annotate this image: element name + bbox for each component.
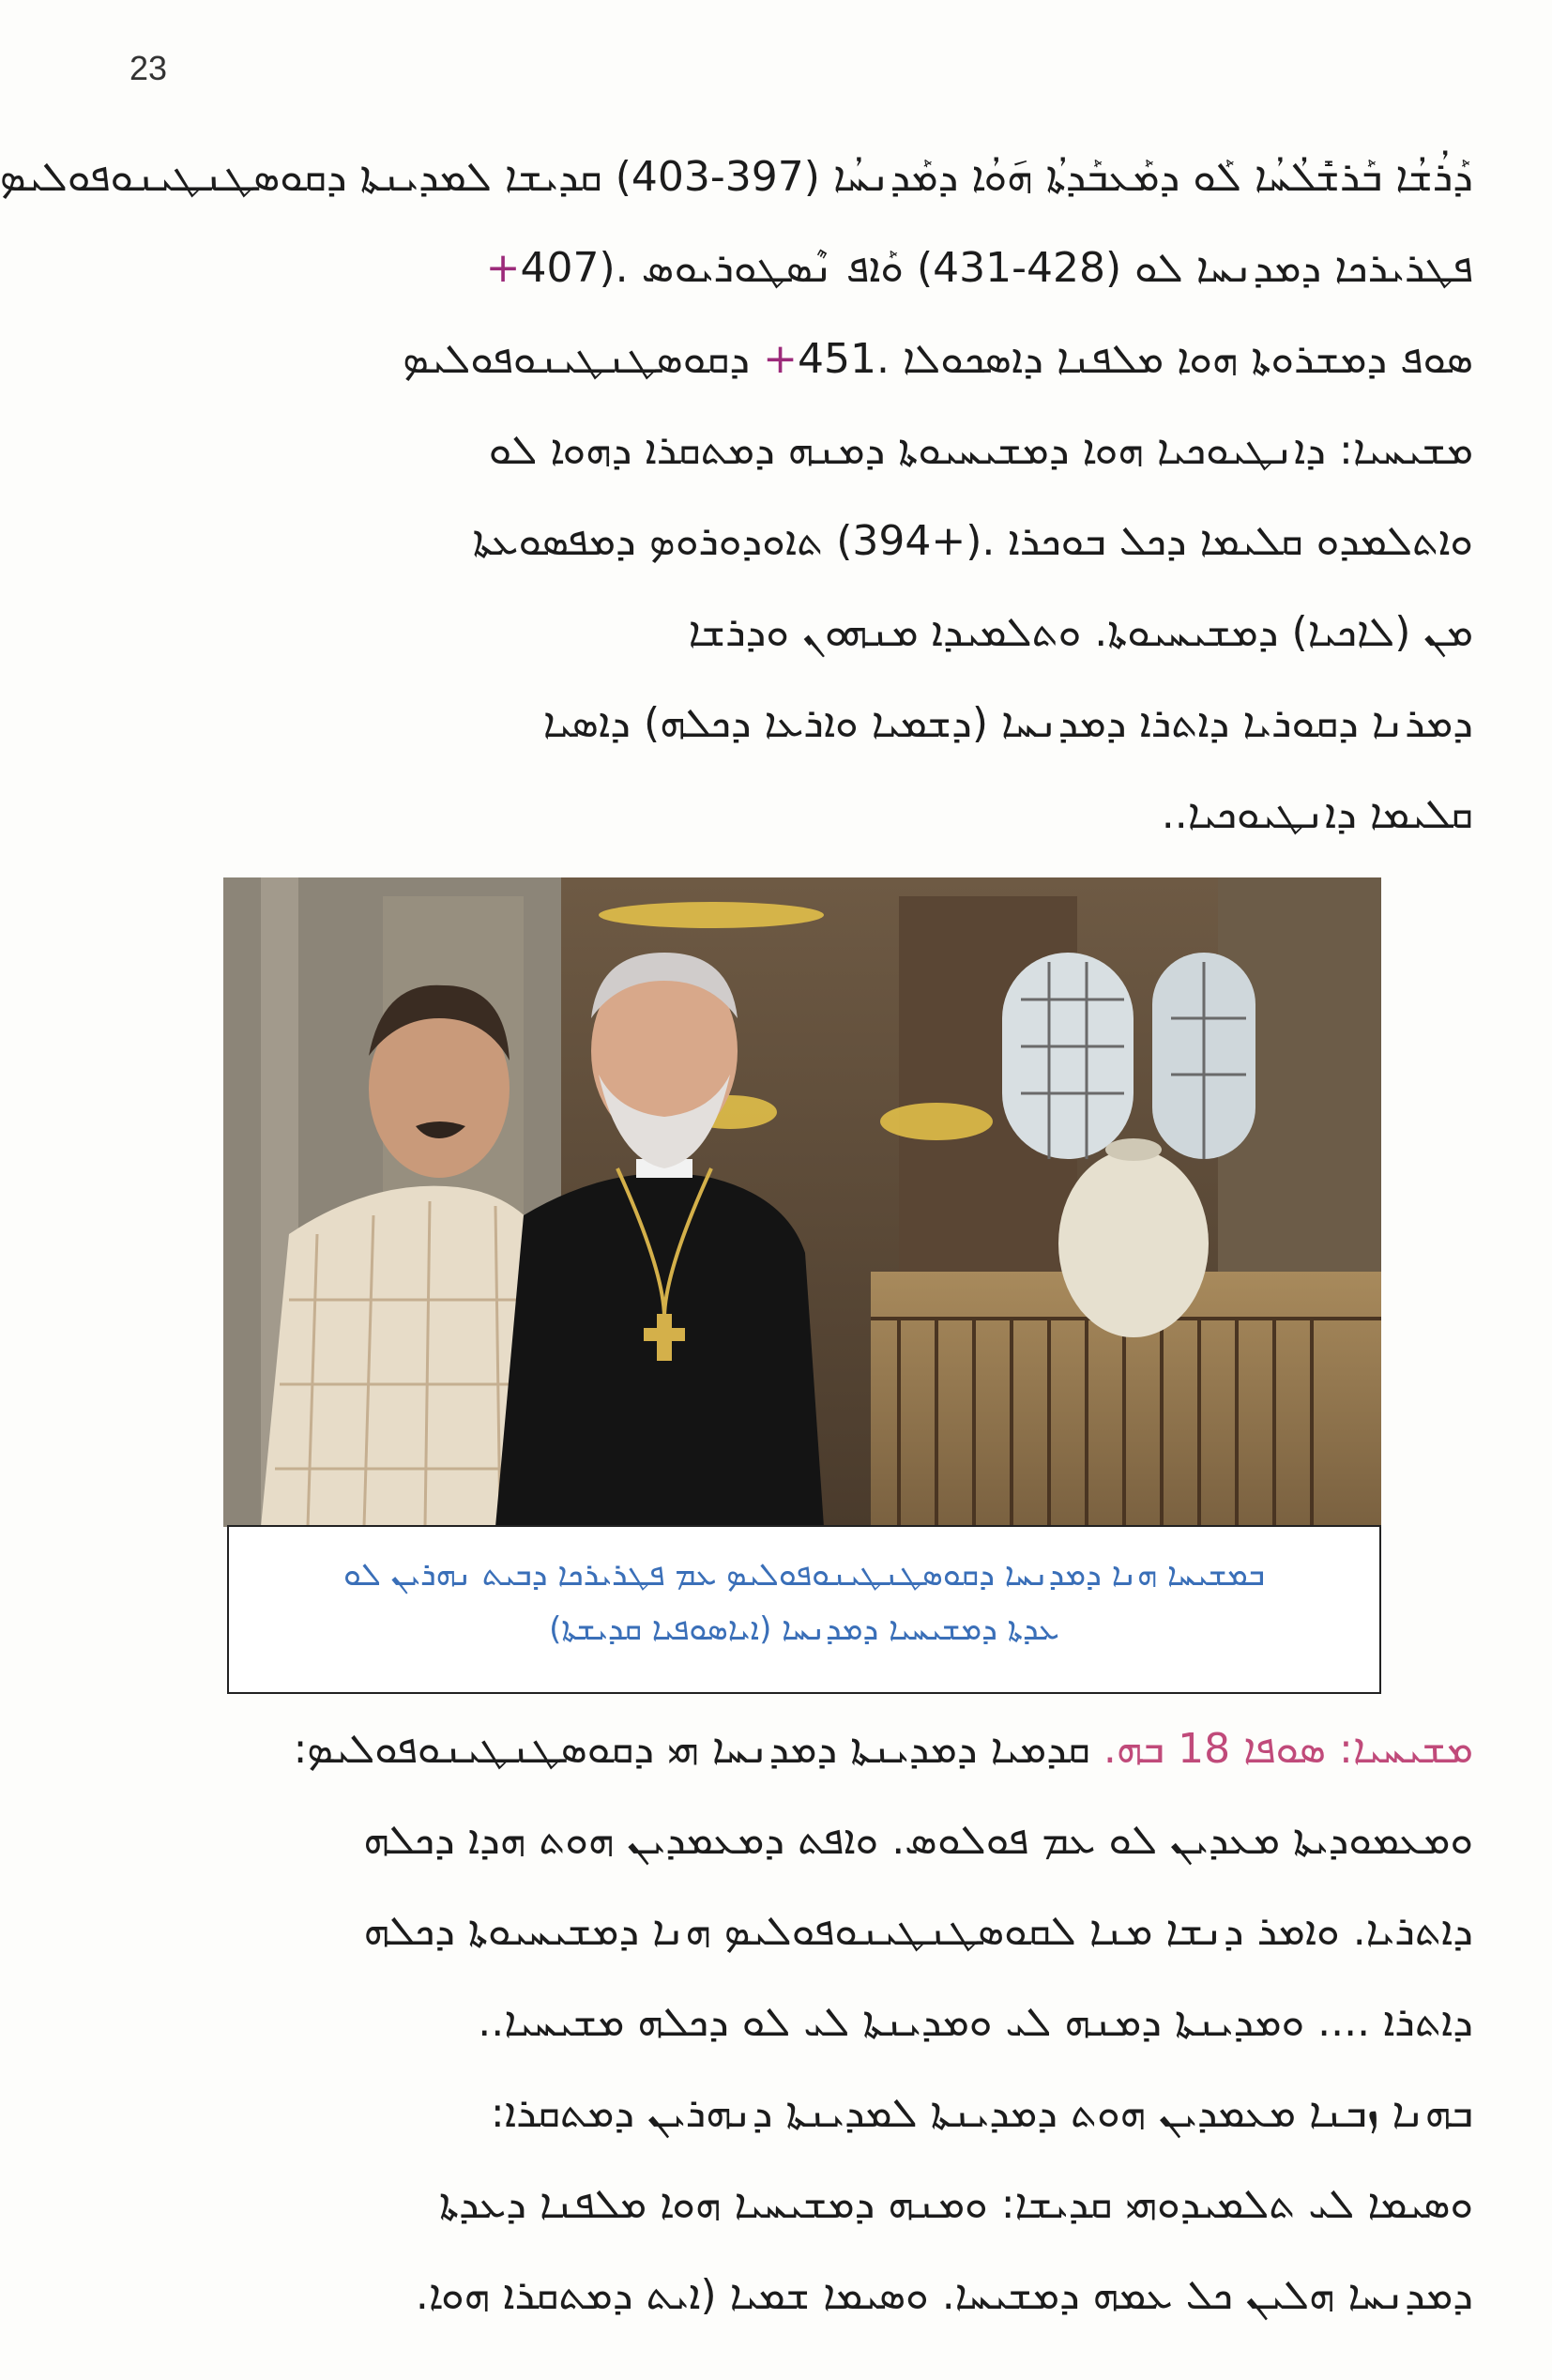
text-line: ܕܡܪܢܐ ܕܩܘܪܝܐ ܕܐܬܪܐ ܕܡܕܢܚܐ (ܕܫܡܝܐ ܘܐܪܥܐ ܕܟܠܗ) ܕܐܣܝܐ [542,699,1473,747]
caption-line-1: ܒܡܫܝܚܐ ܗܢܐ ܕܡܕܢܚܐ ܕܩܘܣܛܢܛܝܢܘܦܘܠܝܤ ܥܡ ܦܛܪܝܪܟܐ ܕܒܝܬ ܢܗܪܝܢ ܠܘ [343,1556,1265,1594]
caption-line-2: ܥܕܬܐ ܕܡܫܝܚܝܐ ܕܡܕܢܚܐ (ܐܝܐܣܘܦܝܐ ܩܕܝܫܬܐ) [549,1610,1059,1648]
text-line: ܘܣܝܡܐ ܠܝ ܬܠܡܝܕܘܗܝ ܩܕܝܫܐ: ܘܡܢܗ ܕܡܫܝܚܝܐ ܗܘܐ ܡܠܦܢܐ ܕܥܕܬܐ [438,2180,1473,2228]
text-line: ܦܛܪܝܪܟܐ ܕܡܕܢܚܐ ܠܘ (431-428) ܘܰܐܦ ܢܶܣܛܘܪܝܘܣ +407). [485,244,1473,292]
text-line: ܕܡܕܢܚܐ ܗܠܝܢ ܟܠ ܥܡܗ ܕܡܫܝܚܐ. ܘܣܝܡܐ ܫܡܝܐ (ܐܝܬ ܕܡܬܩܪܐ ܗܘܐ. [415,2271,1473,2319]
section-title-rest: ܒܗ. [1103,1725,1165,1773]
section-title: ܡܫܝܚܝܐ: ܣܘܦܐ [1243,1725,1473,1773]
text-line: ܕܐܬܪܝܐ. ܘܐܡܪ ܕܢܫܐ ܡܢܐ ܠܩܘܣܛܢܛܝܢܘܦܘܠܝܤ ܗܢܐ ܕܡܫܝܚܝܘܬܐ ܕܟܠܗ [363,1907,1473,1955]
paragraph-2 [66,1703,1473,2341]
text-line: ܣܘܦ ܕܡܫܪܘܬܐ ܗܘܐ ܡܠܦܢܐ ܕܐܣܟܘܠܐ +451. ܕܩܘܣܛܢܛܝܢܘܦܘܠܝܤ [403,335,1473,383]
text-line: ܕܰܪܳܫܳܐ ܒܰܪܫܺܠܳܚܳܐ ܠܰܘ ܕܡܰܥܒܰܕܬܳܐ ܗ݇ܘܳܐ ܕܡܰܕܢܚܳܐ (403-397) ܩܕܝܫܐ ܠܡܕܝܢܬܐ ܕܩܘܣܛܢܛܝܢܘܦܘܠܝܤ [0,153,1473,201]
text-line: ܘܐܬܠܡܕܘ ܩܠܝܡܐ ܕܟܠ ܒܘܟܪܐ (394+). ܬܐܘܕܘܪܘܤ ܕܡܦܣܘܥܬܐ [472,517,1473,565]
photo [223,877,1381,1527]
text-line: ܩܠܝܡܐ ܕܐܢܛܝܘܟܝܐ.. [1161,790,1473,838]
text-line: ܘܡܥܡܘܕܝܬܐ ܡܥܕܝܢ ܠܘ ܥܡ ܦܘܠܘܣ. ܘܐܦܬ ܕܡܥܡܕܝܢ ܗܘܬ ܗܕܐ ܕܟܠܗ [363,1816,1473,1864]
photo-caption [227,1525,1381,1694]
section-heading-line: ܡܫܝܚܝܐ: ܣܘܦܐ 18 ܒܗ. ܩܕܡܝܐ ܕܡܕܝܢܬܐ ܕܡܕܢܚܐ ܗܝ ܕܩܘܣܛܢܛܝܢܘܦܘܠܝܤ: [66,1703,1473,1794]
photo-illustration [223,877,1381,1527]
text-line: ܒܗܢܐ ܙܒܢܐ ܡܥܡܕܝܢ ܗܘܬ ܕܡܕܝܢܬܐ ܠܡܕܝܢܬܐ ܕܢܗܪܝܢ ܕܡܬܩܪܐ: [490,2089,1473,2137]
section-title-number: 18 [1178,1725,1231,1773]
text-line: ܕܐܬܪܐ .... ܘܡܕܝܢܬܐ ܕܡܢܗ ܠܝ ܘܡܕܝܢܬܐ ܠܝ ܠܘ ܕܟܠܗ ܡܫܝܚܝܐ.. [478,1998,1473,2046]
page-number: 23 [129,49,168,87]
paragraph-1 [0,131,1473,860]
text-line: ܡܫܝܚܝܐ: ܕܐܢܛܝܘܟܝܐ ܗܘܐ ܕܡܫܝܚܝܘܬܐ ܕܡܢܗ ܕܡܬܩܪܐ ܕܗܘܐ ܠܘ [488,426,1473,474]
text-line: ܡܢ (ܠܐܟܝܐ) ܕܡܫܝܚܝܘܬܐ. ܘܬܠܡܝܕܐ ܡܢܗܘܢ ܘܕܪܫܐ [688,608,1473,656]
